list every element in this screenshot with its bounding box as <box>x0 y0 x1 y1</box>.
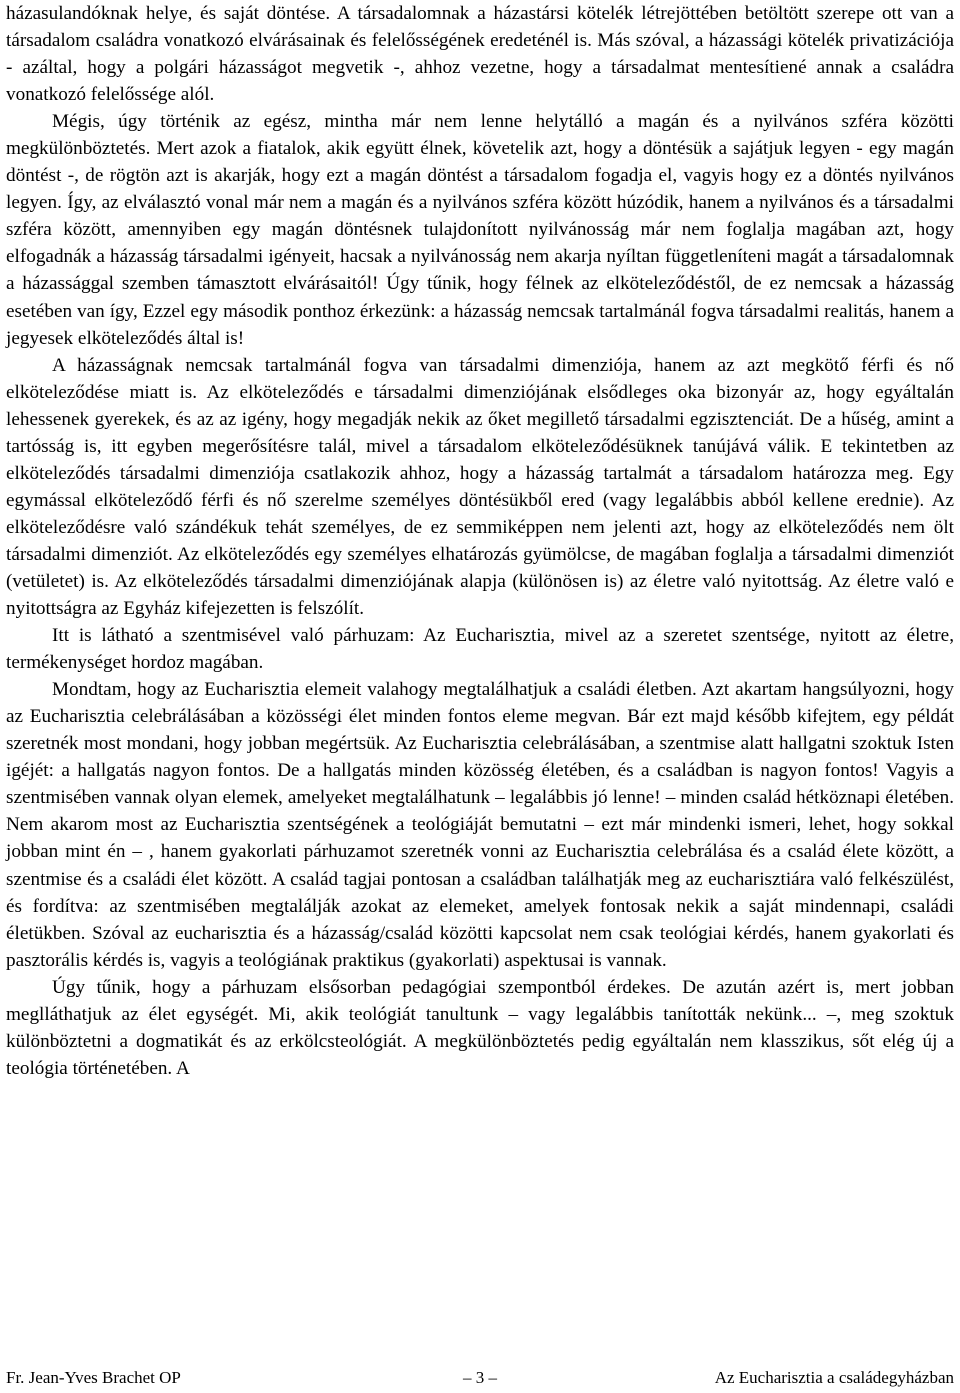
paragraph-5: Mondtam, hogy az Eucharisztia elemeit valahogy megtalálhatjuk a családi életben. Azt akartam hangsúlyozni, hogy az Eucharisztia celebrálásában a közösségi élet minden fontos eleme megvan. Bár ezt majd később kifejtem, egy példát szeretnék most mondani, hogy jobban megértsük. Az Eucharisztia celebrálásában, a szentmise alatt hallgatni szoktuk Isten igéjét: a hallgatás nagyon fontos. De a hallgatás minden közösség életében, és a családban is nagyon fontos! Vagyis a szentmisében vannak olyan elemek, amelyeket megtalálhatunk – legalábbis jó lenne! – minden család hétköznapi életében. Nem akarom most az Eucharisztia szentségének a teológiáját bemutatni – ezt már mindenki ismeri, lehet, hogy sokkal jobban mint én – , hanem gyakorlati párhuzamot szeretnék vonni az Eucharisztia celebrálása és a család élete között, a szentmise és a családi élet között. A család tagjai pontosan a családban találhatják meg az eucharisztiára való felkészülést, és fordítva: az szentmisében megtalálják azokat az elemeket, amelyek fontosak nekik a saját mindennapi, családi életükben. Szóval az eucharisztia és a házasság/család közötti kapcsolat nem csak teológiai kérdés, hanem gyakorlati és pasztorális kérdés is, vagyis a teológiának praktikus (gyakorlati) aspektusai is vannak. <box>6 679 954 971</box>
document-body <box>6 0 954 1082</box>
page-footer <box>6 1366 954 1390</box>
footer-page-number: – 3 – <box>463 1368 497 1387</box>
paragraph-6: Úgy tűnik, hogy a párhuzam elsősorban pedagógiai szempontból érdekes. De azután azért is, mert jobban meglláthatjuk az élet egységét. Mi, akik teológiát tanultunk – vagy legalábbis tanították nekünk... –, meg szoktuk különböztetni a dogmatikát és az erkölcsteológiát. A megkülönböztetés pedig egyáltalán nem klasszikus, sőt elég új a teológia történetében. A <box>6 976 954 1079</box>
paragraph-3: A házasságnak nemcsak tartalmánál fogva van társadalmi dimenziója, hanem az azt megkötő férfi és nő elköteleződése miatt is. Az elköteleződés e társadalmi dimenziójának elsődleges oka bizonyár az, hogy egyáltalán lehessenek gyerekek, és az az igény, hogy megadják nekik az őket megillető társadalmi egzisztenciát. De a hűség, amint a tartósság is, itt egyben megerősítésre talál, mivel a társadalom elköteleződésüknek tanújává válik. E tekintetben az elköteleződés társadalmi dimenziója csatlakozik ahhoz, hogy a házasság tartalmát a társadalom határozza meg. Egy egymással elköteleződő férfi és nő szerelme személyes döntésükből ered (vagy legalábbis abból kellene erednie). Az elköteleződésre való szándékuk tehát személyes, de ez semmiképpen nem jelenti azt, hogy az elköteleződés nem ölt társadalmi dimenziót. Az elköteleződés egy személyes elhatározás gyümölcse, de magában foglalja a társadalmi dimenziót (vetületet) is. Az elköteleződés társadalmi dimenziójának alapja (különösen is) az életre való nyitottság. Az életre való e nyitottságra az Egyház kifejezetten is felszólít. <box>6 354 954 620</box>
footer-author: Fr. Jean-Yves Brachet OP <box>6 1368 181 1387</box>
paragraph-4: Itt is látható a szentmisével való párhuzam: Az Eucharisztia, mivel az a szeretet szentsége, nyitott az életre, termékenységet hordoz magában. <box>6 625 954 674</box>
footer-title: Az Eucharisztia a családegyházban <box>714 1368 954 1387</box>
paragraph-1: házasulandóknak helye, és saját döntése. A társadalomnak a házastársi kötelék létrejöttében betöltött szerepe ott van a társadalom családra vonatkozó elvárásainak és felelősségének eredeténél is. Más szóval, a házassági kötelék privatizációja - azáltal, hogy a polgári házasságot megvetik -, ahhoz vezetne, hogy a társadalmat mentesítiené annak a családra vonatkozó felelőssége alól. <box>6 3 954 106</box>
paragraph-2: Mégis, úgy történik az egész, mintha már nem lenne helytálló a magán és a nyilvános szféra közötti megkülönböztetés. Mert azok a fiatalok, akik együtt élnek, követelik azt, hogy a döntésük a sajátjuk legyen - egy magán döntést -, de rögtön azt is akarják, hogy ezt a magán döntést a társadalom fogadja el, vagyis hogy ez a döntés nyilvános legyen. Így, az elválasztó vonal már nem a magán és a nyilvános szféra között húzódik, hanem a nyilvános és a társadalmi szféra között, amennyiben egy magán döntésnek tulajdonított nyilvánosság már nem foglalja magában azt, hogy elfogadnák a házasság társadalmi igényeit, hacsak a nyilvánosság nem akarja nyíltan függetleníteni magát a társadalomnak a házassággal szemben támasztott elvárásaitól! Úgy tűnik, hogy félnek az elköteleződéstől, de ez nemcsak a házasság esetében van így, Ezzel egy második ponthoz érkezünk: a házasság nemcsak tartalmánál fogva társadalmi realitás, hanem a jegyesek elköteleződés által is! <box>6 111 954 349</box>
